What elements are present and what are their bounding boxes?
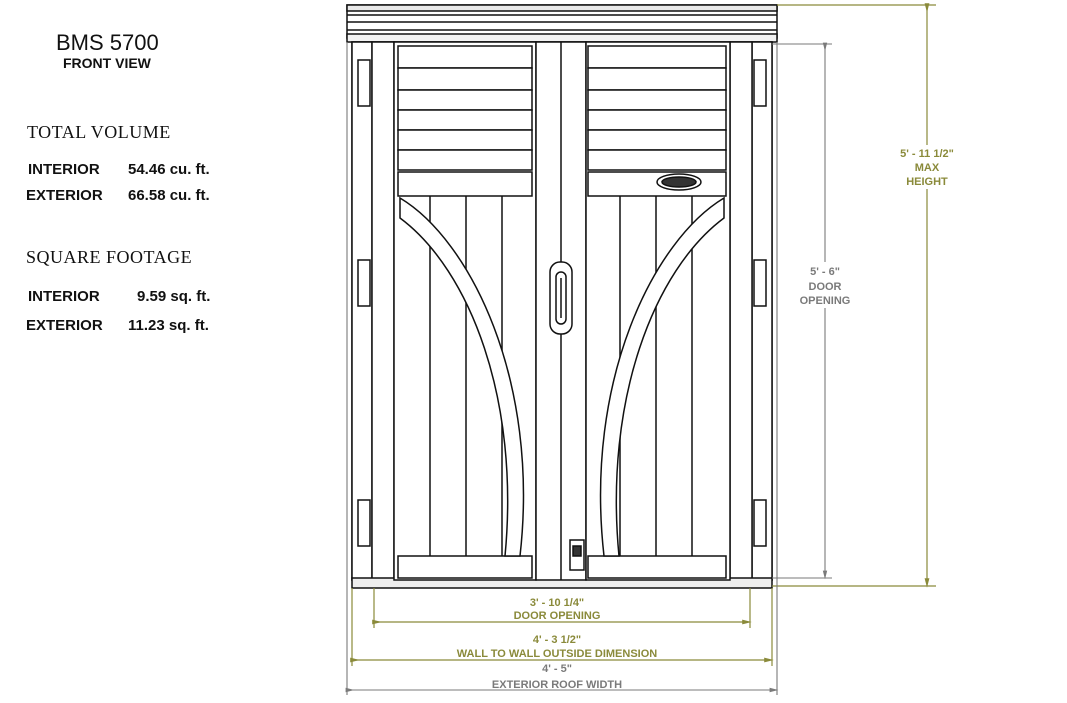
volume-exterior-label: EXTERIOR xyxy=(26,187,103,204)
sqft-interior-value: 9.59 sq. ft. xyxy=(137,288,211,305)
max-height-line1: MAX xyxy=(914,162,940,174)
door-latch xyxy=(570,540,584,570)
model-title: BMS 5700 xyxy=(56,30,159,55)
door-width-label: DOOR OPENING xyxy=(513,610,601,622)
roof-width-label: EXTERIOR ROOF WIDTH xyxy=(491,679,623,691)
left-door xyxy=(394,42,536,580)
door-height-value: 5' - 6" xyxy=(810,266,840,278)
roof-width-value: 4' - 5" xyxy=(542,663,572,675)
wall-width-label: WALL TO WALL OUTSIDE DIMENSION xyxy=(456,648,658,660)
wall-width-value: 4' - 3 1/2" xyxy=(532,634,582,646)
door-height-dimension xyxy=(772,44,832,578)
volume-interior-value: 54.46 cu. ft. xyxy=(128,161,210,178)
sqft-exterior-value: 11.23 sq. ft. xyxy=(128,317,209,334)
volume-exterior-value: 66.58 cu. ft. xyxy=(128,187,210,204)
sqft-interior-label: INTERIOR xyxy=(28,288,100,305)
total-volume-heading: TOTAL VOLUME xyxy=(27,122,171,142)
view-subtitle: FRONT VIEW xyxy=(63,55,151,71)
volume-interior-label: INTERIOR xyxy=(28,161,100,178)
max-height-value: 5' - 11 1/2" xyxy=(900,148,954,160)
door-height-line1: DOOR xyxy=(808,281,842,293)
door-height-line2: OPENING xyxy=(799,295,851,307)
square-footage-heading: SQUARE FOOTAGE xyxy=(26,247,193,267)
roof xyxy=(347,5,777,42)
right-door xyxy=(586,42,730,580)
door-handle xyxy=(550,262,572,334)
max-height-line2: HEIGHT xyxy=(906,176,948,188)
door-width-value: 3' - 10 1/4" xyxy=(529,597,585,609)
sqft-exterior-label: EXTERIOR xyxy=(26,317,103,334)
